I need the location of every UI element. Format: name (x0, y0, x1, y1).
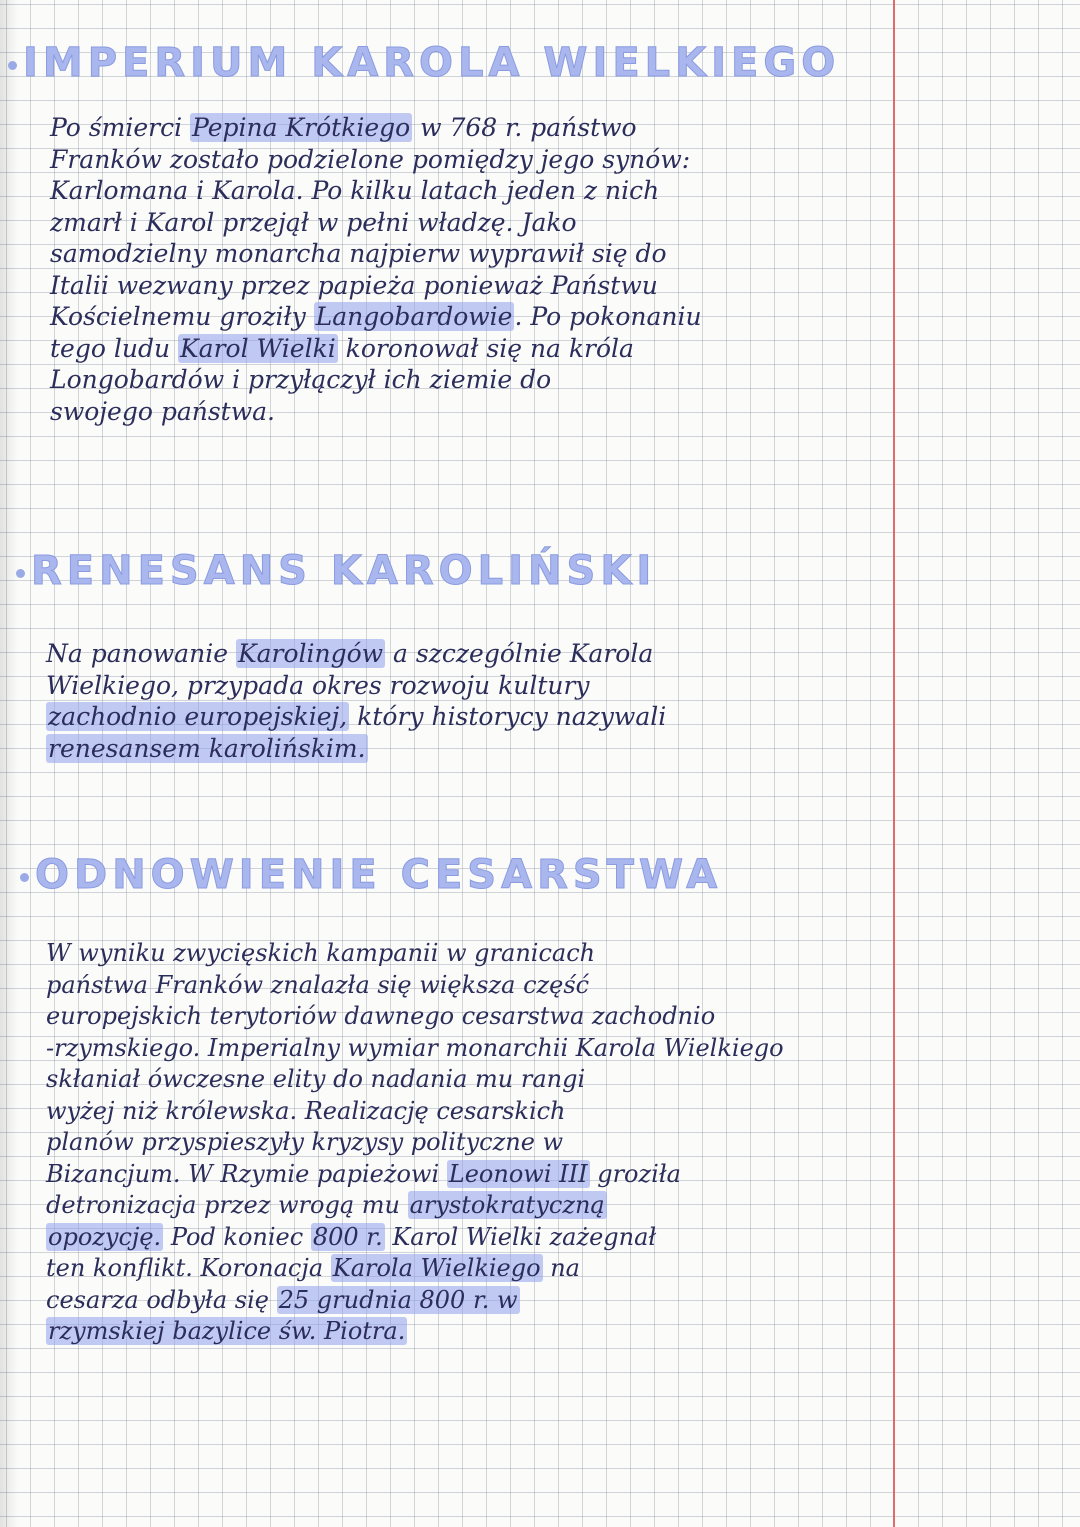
text-segment: zmarł i Karol przejął w pełni władzę. Jako (50, 207, 577, 237)
text-line (46, 670, 666, 702)
text-segment: Kościelnemu groziły (50, 302, 314, 331)
highlighted-text: arystokratyczną (409, 1191, 605, 1219)
text-segment: Longobardów i przyłączył ich ziemie do (50, 365, 552, 394)
text-segment: skłaniał ówczesne elity do nadania mu rangi (46, 1065, 586, 1093)
text-segment: na (542, 1254, 580, 1282)
text-segment: Na panowanie (46, 639, 236, 668)
text-segment: planów przyspieszyły kryzysy polityczne w (46, 1128, 564, 1156)
text-segment: . Po pokonaniu (514, 302, 702, 331)
highlighted-text: rzymskiej bazylice św. Piotra. (48, 1317, 406, 1345)
text-segment: a szczególnie Karola (385, 639, 654, 668)
text-segment: który historycy nazywali (349, 702, 667, 731)
text-line (46, 1253, 784, 1285)
red-margin-line (893, 0, 895, 1527)
text-segment: Pod koniec (163, 1222, 311, 1251)
text-line (46, 1127, 784, 1159)
text-line (46, 1222, 784, 1254)
highlighted-text: 25 grudnia 800 r. w (278, 1285, 518, 1314)
heading-bullet (16, 569, 25, 578)
text-segment: państwa Franków znalazła się większa część (46, 970, 590, 999)
text-line (46, 1190, 784, 1222)
text-line (46, 970, 784, 1002)
text-segment: ten konflikt. Koronacja (46, 1254, 331, 1282)
text-line (50, 333, 702, 365)
text-line (50, 364, 702, 396)
text-segment: wyżej niż królewska. Realizację cesarskich (46, 1096, 566, 1125)
section-text-renesans (46, 638, 666, 764)
text-line (46, 733, 666, 765)
section-text-imperium (50, 112, 702, 427)
text-segment: Wielkiego, przypada okres rozwoju kultury (46, 670, 590, 700)
highlighted-text: Karol Wielki (180, 333, 336, 363)
text-line (46, 1285, 784, 1317)
text-segment: Bizancjum. W Rzymie papieżowi (46, 1159, 447, 1188)
text-segment: Franków zostało podzielone pomiędzy jego synów: (50, 144, 691, 174)
text-segment: samodzielny monarcha najpierw wyprawił się do (50, 239, 667, 268)
text-line (50, 207, 702, 239)
text-line (46, 938, 784, 970)
text-segment: tego ludu (50, 333, 178, 363)
text-segment: cesarza odbyła się (46, 1285, 277, 1314)
text-line (50, 144, 702, 176)
highlighted-text: Karola Wielkiego (332, 1254, 541, 1282)
highlighted-text: renesansem karolińskim. (48, 733, 366, 763)
highlighted-text: 800 r. (312, 1222, 383, 1251)
highlighted-text: Karolingów (237, 639, 384, 668)
section-heading-renesans: RENESANS KAROLIŃSKI (16, 548, 656, 594)
text-line (46, 701, 666, 733)
text-line (50, 175, 702, 207)
heading-bullet (20, 873, 29, 882)
text-segment: Po śmierci (50, 113, 191, 142)
text-line (46, 1316, 784, 1348)
section-heading-imperium: IMPERIUM KAROLA WIELKIEGO (8, 40, 840, 86)
text-line (50, 112, 702, 144)
text-line (50, 238, 702, 270)
text-line (46, 1096, 784, 1128)
text-segment: Italii wezwany przez papieża ponieważ Państwu (50, 270, 658, 300)
text-segment: w 768 r. państwo (412, 113, 637, 142)
section-heading-odnowienie: ODNOWIENIE CESARSTWA (20, 852, 722, 898)
highlighted-text: opozycję. (48, 1222, 162, 1251)
text-segment: swojego państwa. (50, 396, 275, 426)
text-line (50, 396, 702, 428)
text-line (50, 270, 702, 302)
text-segment: europejskich terytoriów dawnego cesarstwa zachodnio (46, 1002, 716, 1030)
text-segment: detronizacja przez wrogą mu (46, 1191, 408, 1219)
text-segment: -rzymskiego. Imperialny wymiar monarchii Karola Wielkiego (46, 1033, 784, 1062)
text-segment: groziła (589, 1159, 681, 1188)
text-segment: W wyniku zwycięskich kampanii w granicach (46, 939, 596, 967)
text-line (46, 638, 666, 670)
section-text-odnowienie (46, 938, 784, 1348)
text-line (46, 1033, 784, 1065)
text-segment: koronował się na króla (337, 333, 634, 363)
highlighted-text: zachodnio europejskiej, (48, 702, 348, 731)
text-line (46, 1001, 784, 1033)
highlighted-text: Langobardowie (315, 302, 513, 331)
highlighted-text: Leonowi III (448, 1159, 588, 1188)
highlighted-text: Pepina Krótkiego (192, 113, 411, 142)
text-line (50, 301, 702, 333)
heading-bullet (8, 61, 17, 70)
text-line (46, 1159, 784, 1191)
text-line (46, 1064, 784, 1096)
text-segment: Karol Wielki zażegnał (384, 1222, 657, 1251)
text-segment: Karlomana i Karola. Po kilku latach jeden z nich (50, 176, 660, 205)
page-edge-shadow (0, 0, 18, 1527)
